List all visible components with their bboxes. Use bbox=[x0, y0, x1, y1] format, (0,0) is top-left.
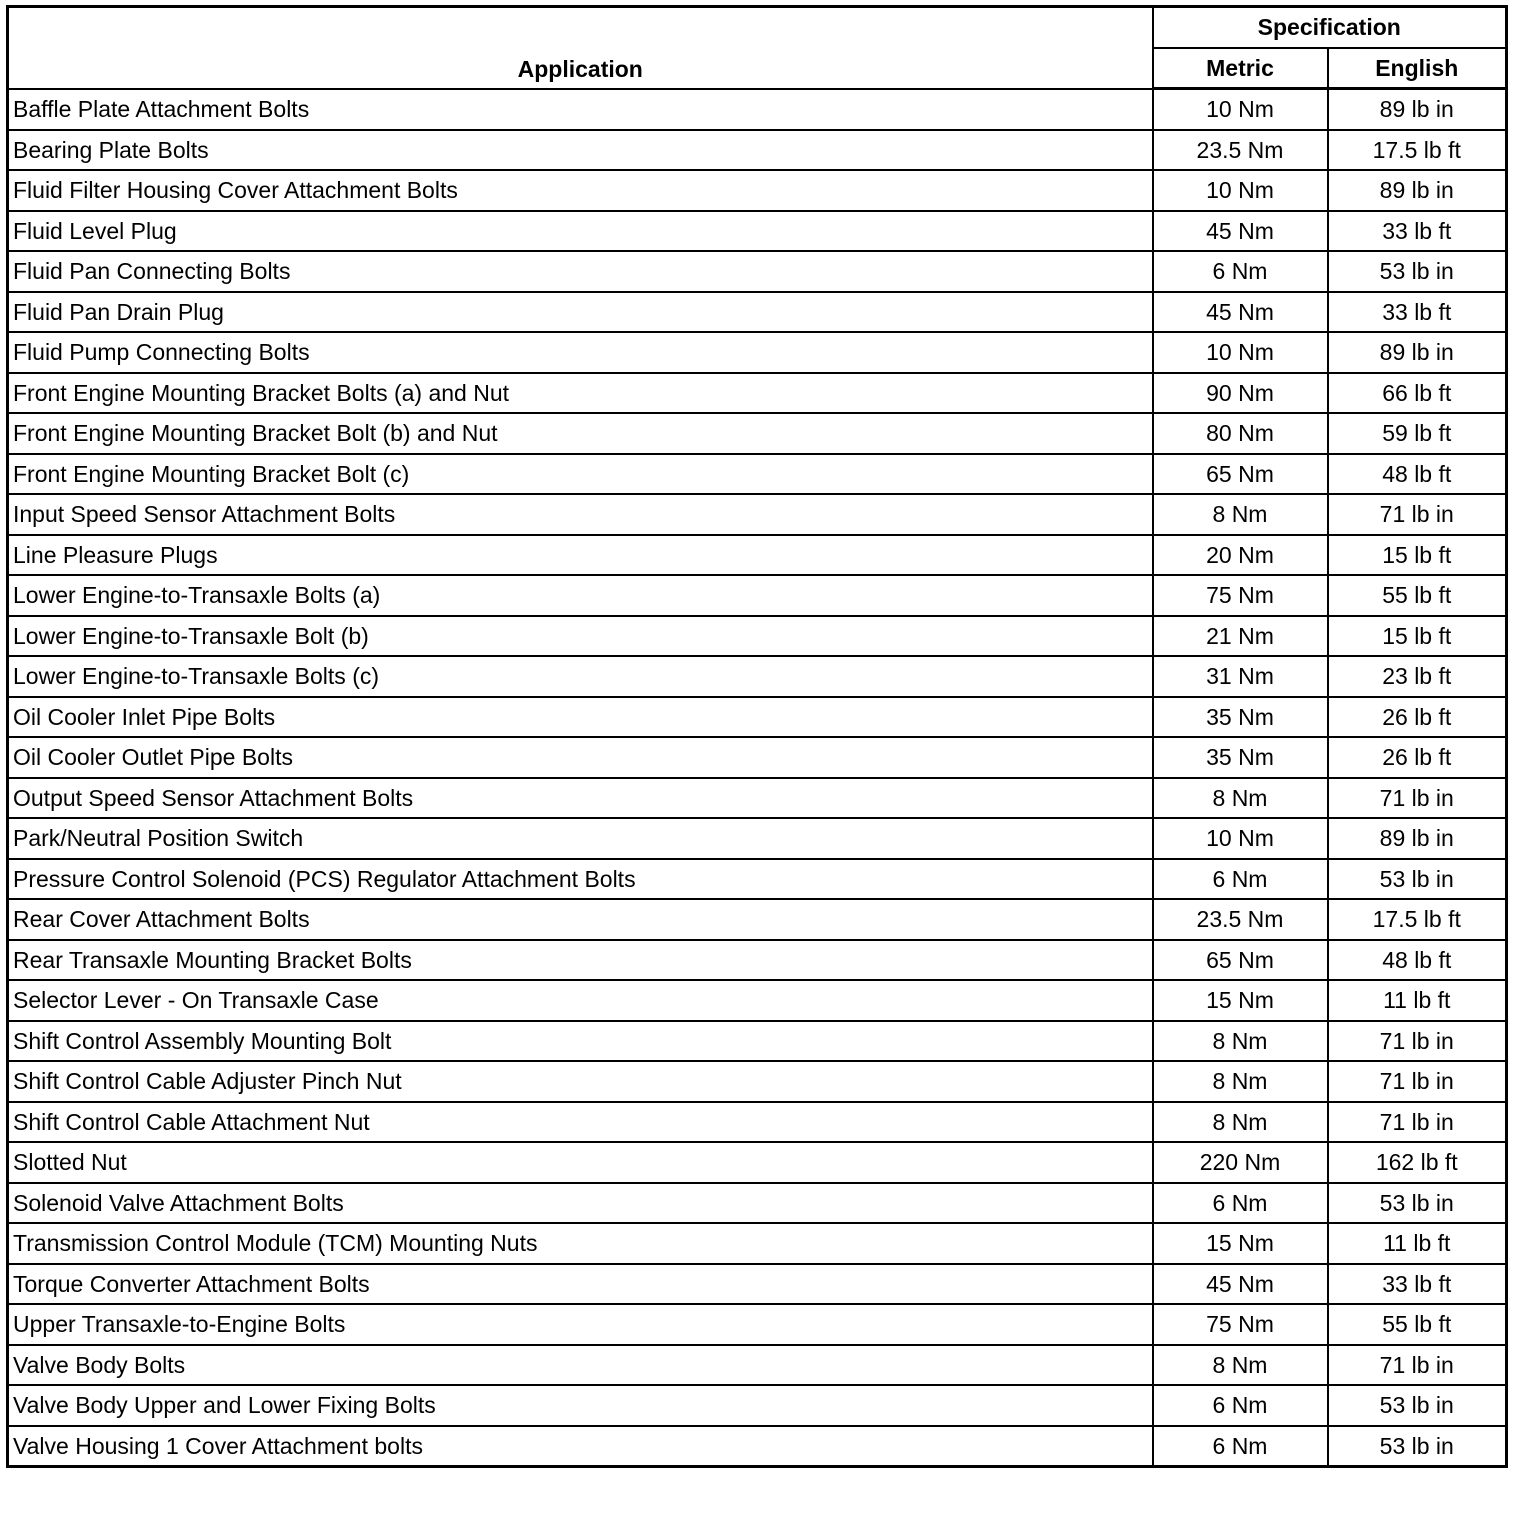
application-cell: Rear Cover Attachment Bolts bbox=[8, 899, 1153, 940]
english-cell: 71 lb in bbox=[1328, 1102, 1507, 1143]
table-row bbox=[8, 1385, 1507, 1426]
metric-cell: 6 Nm bbox=[1153, 1183, 1328, 1224]
table-row bbox=[8, 292, 1507, 333]
application-cell: Fluid Pump Connecting Bolts bbox=[8, 332, 1153, 373]
metric-cell: 15 Nm bbox=[1153, 980, 1328, 1021]
application-cell: Valve Body Upper and Lower Fixing Bolts bbox=[8, 1385, 1153, 1426]
english-cell: 53 lb in bbox=[1328, 1385, 1507, 1426]
english-cell: 89 lb in bbox=[1328, 170, 1507, 211]
table-row bbox=[8, 616, 1507, 657]
table-row bbox=[8, 1426, 1507, 1467]
table-row bbox=[8, 170, 1507, 211]
english-cell: 59 lb ft bbox=[1328, 413, 1507, 454]
metric-cell: 220 Nm bbox=[1153, 1142, 1328, 1183]
metric-cell: 21 Nm bbox=[1153, 616, 1328, 657]
english-column-header: English bbox=[1328, 48, 1507, 89]
application-cell: Lower Engine-to-Transaxle Bolts (c) bbox=[8, 656, 1153, 697]
english-cell: 15 lb ft bbox=[1328, 616, 1507, 657]
table-row bbox=[8, 859, 1507, 900]
english-cell: 26 lb ft bbox=[1328, 697, 1507, 738]
table-row bbox=[8, 899, 1507, 940]
table-body bbox=[8, 89, 1507, 1467]
metric-cell: 10 Nm bbox=[1153, 89, 1328, 130]
english-cell: 55 lb ft bbox=[1328, 1304, 1507, 1345]
application-cell: Shift Control Cable Adjuster Pinch Nut bbox=[8, 1061, 1153, 1102]
table-row bbox=[8, 940, 1507, 981]
metric-cell: 20 Nm bbox=[1153, 535, 1328, 576]
metric-cell: 35 Nm bbox=[1153, 697, 1328, 738]
application-cell: Front Engine Mounting Bracket Bolt (c) bbox=[8, 454, 1153, 495]
metric-cell: 6 Nm bbox=[1153, 1385, 1328, 1426]
english-cell: 89 lb in bbox=[1328, 332, 1507, 373]
table-row bbox=[8, 1061, 1507, 1102]
english-cell: 71 lb in bbox=[1328, 1061, 1507, 1102]
application-cell: Valve Body Bolts bbox=[8, 1345, 1153, 1386]
table-row bbox=[8, 697, 1507, 738]
english-cell: 55 lb ft bbox=[1328, 575, 1507, 616]
application-cell: Line Pleasure Plugs bbox=[8, 535, 1153, 576]
english-cell: 53 lb in bbox=[1328, 1183, 1507, 1224]
table-row bbox=[8, 1223, 1507, 1264]
table-row bbox=[8, 332, 1507, 373]
metric-cell: 8 Nm bbox=[1153, 1102, 1328, 1143]
application-cell: Output Speed Sensor Attachment Bolts bbox=[8, 778, 1153, 819]
metric-cell: 45 Nm bbox=[1153, 211, 1328, 252]
application-cell: Front Engine Mounting Bracket Bolts (a) and Nut bbox=[8, 373, 1153, 414]
english-cell: 53 lb in bbox=[1328, 251, 1507, 292]
application-cell: Baffle Plate Attachment Bolts bbox=[8, 89, 1153, 130]
torque-spec-table bbox=[6, 5, 1508, 1468]
application-cell: Selector Lever - On Transaxle Case bbox=[8, 980, 1153, 1021]
table-row bbox=[8, 1102, 1507, 1143]
table-row bbox=[8, 737, 1507, 778]
metric-cell: 45 Nm bbox=[1153, 292, 1328, 333]
header-row-top bbox=[8, 7, 1507, 48]
english-cell: 11 lb ft bbox=[1328, 1223, 1507, 1264]
table-row bbox=[8, 1021, 1507, 1062]
english-cell: 33 lb ft bbox=[1328, 292, 1507, 333]
english-cell: 89 lb in bbox=[1328, 89, 1507, 130]
english-cell: 11 lb ft bbox=[1328, 980, 1507, 1021]
application-cell: Fluid Pan Connecting Bolts bbox=[8, 251, 1153, 292]
table-row bbox=[8, 130, 1507, 171]
metric-cell: 45 Nm bbox=[1153, 1264, 1328, 1305]
metric-cell: 10 Nm bbox=[1153, 818, 1328, 859]
application-cell: Lower Engine-to-Transaxle Bolts (a) bbox=[8, 575, 1153, 616]
table-row bbox=[8, 818, 1507, 859]
metric-cell: 6 Nm bbox=[1153, 859, 1328, 900]
table-row bbox=[8, 373, 1507, 414]
application-cell: Lower Engine-to-Transaxle Bolt (b) bbox=[8, 616, 1153, 657]
english-cell: 26 lb ft bbox=[1328, 737, 1507, 778]
application-cell: Fluid Level Plug bbox=[8, 211, 1153, 252]
metric-cell: 8 Nm bbox=[1153, 778, 1328, 819]
english-cell: 53 lb in bbox=[1328, 859, 1507, 900]
metric-cell: 6 Nm bbox=[1153, 251, 1328, 292]
english-cell: 33 lb ft bbox=[1328, 1264, 1507, 1305]
english-cell: 33 lb ft bbox=[1328, 211, 1507, 252]
metric-cell: 80 Nm bbox=[1153, 413, 1328, 454]
application-cell: Fluid Pan Drain Plug bbox=[8, 292, 1153, 333]
table-row bbox=[8, 1183, 1507, 1224]
application-cell: Fluid Filter Housing Cover Attachment Bolts bbox=[8, 170, 1153, 211]
metric-cell: 23.5 Nm bbox=[1153, 130, 1328, 171]
english-cell: 162 lb ft bbox=[1328, 1142, 1507, 1183]
table-row bbox=[8, 575, 1507, 616]
english-cell: 48 lb ft bbox=[1328, 940, 1507, 981]
table-row bbox=[8, 413, 1507, 454]
application-cell: Transmission Control Module (TCM) Mounting Nuts bbox=[8, 1223, 1153, 1264]
english-cell: 71 lb in bbox=[1328, 778, 1507, 819]
table-row bbox=[8, 211, 1507, 252]
application-cell: Input Speed Sensor Attachment Bolts bbox=[8, 494, 1153, 535]
metric-cell: 65 Nm bbox=[1153, 940, 1328, 981]
specification-group-header: Specification bbox=[1153, 7, 1507, 48]
application-cell: Upper Transaxle-to-Engine Bolts bbox=[8, 1304, 1153, 1345]
table-row bbox=[8, 251, 1507, 292]
table-row bbox=[8, 1142, 1507, 1183]
metric-column-header: Metric bbox=[1153, 48, 1328, 89]
metric-cell: 8 Nm bbox=[1153, 1061, 1328, 1102]
application-cell: Park/Neutral Position Switch bbox=[8, 818, 1153, 859]
english-cell: 17.5 lb ft bbox=[1328, 130, 1507, 171]
application-cell: Bearing Plate Bolts bbox=[8, 130, 1153, 171]
application-cell: Slotted Nut bbox=[8, 1142, 1153, 1183]
table-row bbox=[8, 1304, 1507, 1345]
table-row bbox=[8, 89, 1507, 130]
application-cell: Pressure Control Solenoid (PCS) Regulator Attachment Bolts bbox=[8, 859, 1153, 900]
metric-cell: 23.5 Nm bbox=[1153, 899, 1328, 940]
application-cell: Solenoid Valve Attachment Bolts bbox=[8, 1183, 1153, 1224]
metric-cell: 10 Nm bbox=[1153, 332, 1328, 373]
application-cell: Oil Cooler Outlet Pipe Bolts bbox=[8, 737, 1153, 778]
metric-cell: 65 Nm bbox=[1153, 454, 1328, 495]
application-cell: Front Engine Mounting Bracket Bolt (b) and Nut bbox=[8, 413, 1153, 454]
table-row bbox=[8, 656, 1507, 697]
application-cell: Oil Cooler Inlet Pipe Bolts bbox=[8, 697, 1153, 738]
metric-cell: 10 Nm bbox=[1153, 170, 1328, 211]
table-row bbox=[8, 454, 1507, 495]
table-row bbox=[8, 980, 1507, 1021]
metric-cell: 15 Nm bbox=[1153, 1223, 1328, 1264]
table-row bbox=[8, 1264, 1507, 1305]
application-cell: Shift Control Assembly Mounting Bolt bbox=[8, 1021, 1153, 1062]
table-row bbox=[8, 535, 1507, 576]
english-cell: 17.5 lb ft bbox=[1328, 899, 1507, 940]
english-cell: 15 lb ft bbox=[1328, 535, 1507, 576]
english-cell: 71 lb in bbox=[1328, 1021, 1507, 1062]
metric-cell: 8 Nm bbox=[1153, 1345, 1328, 1386]
table-header bbox=[8, 7, 1507, 89]
english-cell: 48 lb ft bbox=[1328, 454, 1507, 495]
table-row bbox=[8, 778, 1507, 819]
application-column-header: Application bbox=[8, 7, 1153, 89]
application-cell: Shift Control Cable Attachment Nut bbox=[8, 1102, 1153, 1143]
metric-cell: 31 Nm bbox=[1153, 656, 1328, 697]
metric-cell: 6 Nm bbox=[1153, 1426, 1328, 1467]
english-cell: 89 lb in bbox=[1328, 818, 1507, 859]
english-cell: 23 lb ft bbox=[1328, 656, 1507, 697]
metric-cell: 8 Nm bbox=[1153, 494, 1328, 535]
table-row bbox=[8, 494, 1507, 535]
application-cell: Torque Converter Attachment Bolts bbox=[8, 1264, 1153, 1305]
english-cell: 71 lb in bbox=[1328, 494, 1507, 535]
metric-cell: 75 Nm bbox=[1153, 1304, 1328, 1345]
metric-cell: 75 Nm bbox=[1153, 575, 1328, 616]
english-cell: 66 lb ft bbox=[1328, 373, 1507, 414]
english-cell: 71 lb in bbox=[1328, 1345, 1507, 1386]
metric-cell: 90 Nm bbox=[1153, 373, 1328, 414]
metric-cell: 35 Nm bbox=[1153, 737, 1328, 778]
english-cell: 53 lb in bbox=[1328, 1426, 1507, 1467]
table-row bbox=[8, 1345, 1507, 1386]
application-cell: Valve Housing 1 Cover Attachment bolts bbox=[8, 1426, 1153, 1467]
metric-cell: 8 Nm bbox=[1153, 1021, 1328, 1062]
application-cell: Rear Transaxle Mounting Bracket Bolts bbox=[8, 940, 1153, 981]
